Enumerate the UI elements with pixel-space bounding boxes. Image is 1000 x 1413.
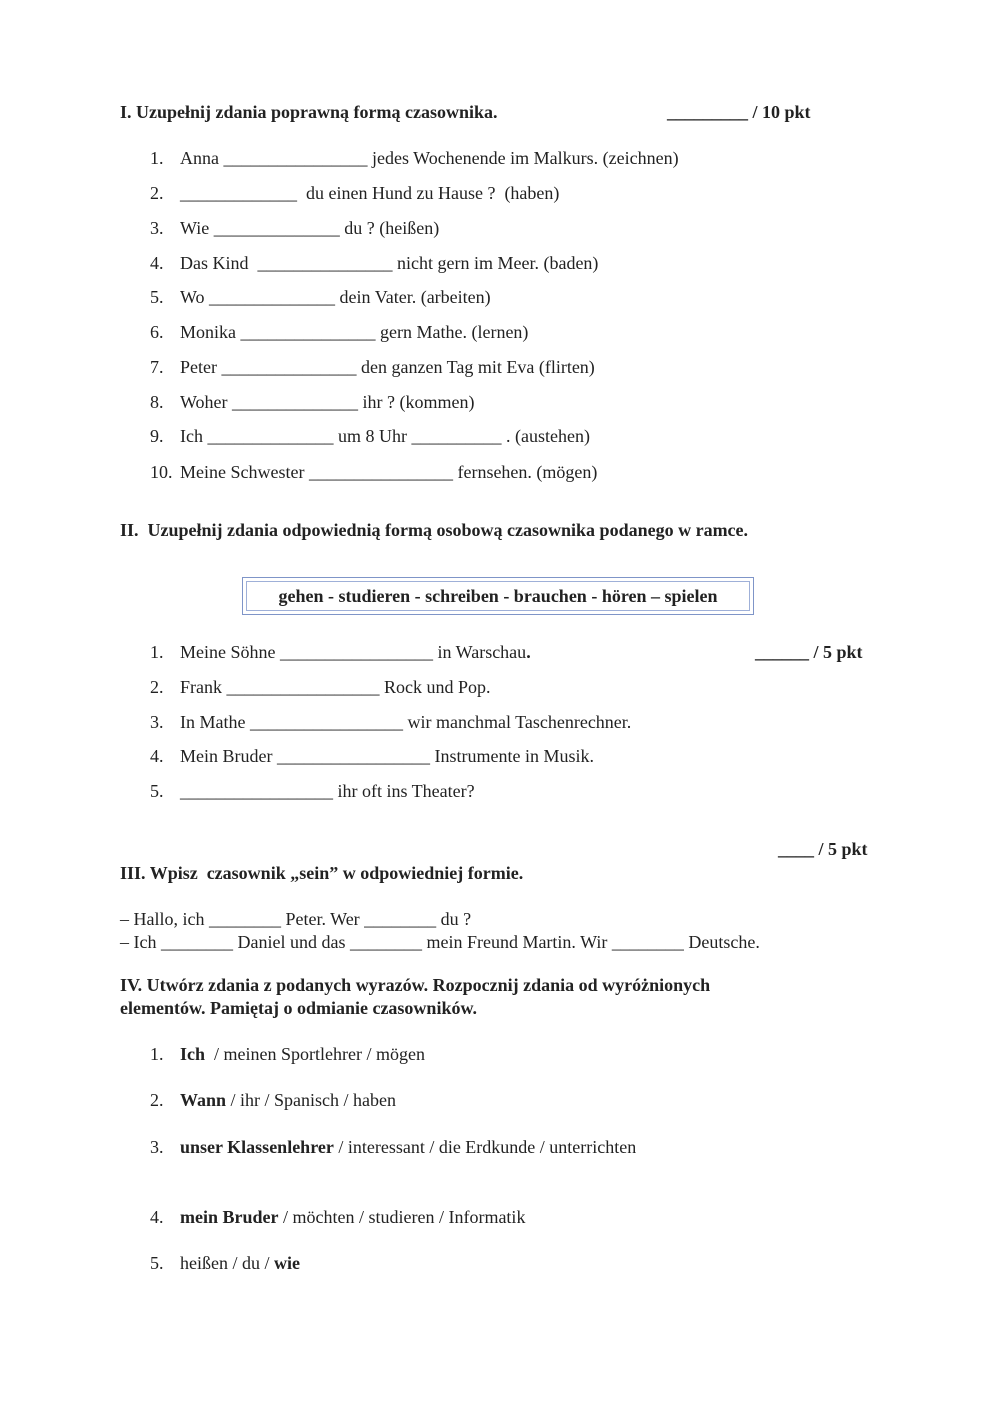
word-prompt: [180, 1089, 396, 1111]
exercise-sentence: Mein Bruder _________________ Instrumente in Musik.: [180, 746, 594, 766]
section1-score: _________ / 10 pkt: [667, 102, 811, 122]
highlighted-word: Ich: [180, 1044, 206, 1064]
exercise-sentence: [180, 641, 531, 663]
sentence-end: .: [526, 642, 531, 662]
highlighted-word: wie: [273, 1253, 300, 1273]
section4-title-line1: IV. Utwórz zdania z podanych wyrazów. Rozpocznij zdania od wyróżnionych: [120, 975, 711, 995]
exercise-sentence: Wie ______________ du ? (heißen): [180, 218, 440, 238]
exercise-sentence: Peter _______________ den ganzen Tag mit Eva (flirten): [180, 357, 595, 377]
section3-score: ____ / 5 pkt: [778, 839, 868, 859]
exercise-sentence: Anna ________________ jedes Wochenende im Malkurs. (zeichnen): [180, 148, 679, 168]
item-number: 1.: [150, 1044, 164, 1064]
exercise-sentence: _____________ du einen Hund zu Hause ? (haben): [180, 183, 560, 203]
exercise-sentence: Frank _________________ Rock und Pop.: [180, 677, 491, 697]
item-number: 4.: [150, 1207, 164, 1227]
word-prompt: [180, 1043, 425, 1065]
item-number: 9.: [150, 426, 164, 446]
item-number: 10.: [150, 462, 173, 482]
highlighted-word: mein Bruder: [180, 1207, 279, 1227]
item-number: 5.: [150, 1253, 164, 1273]
section4-title-line2: elementów. Pamiętaj o odmianie czasowników.: [120, 998, 477, 1018]
exercise-sentence: Wo ______________ dein Vater. (arbeiten): [180, 287, 491, 307]
prompt-rest: / meinen Sportlehrer / mögen: [205, 1044, 425, 1064]
item-number: 5.: [150, 781, 164, 801]
exercise-sentence: In Mathe _________________ wir manchmal Taschenrechner.: [180, 712, 632, 732]
prompt-rest: / ihr / Spanisch / haben: [226, 1090, 397, 1110]
item-number: 3.: [150, 1137, 164, 1157]
section2-score: ______ / 5 pkt: [755, 642, 863, 662]
word-box: [242, 577, 754, 615]
prompt-rest: / interessant / die Erdkunde / unterrichten: [333, 1137, 637, 1157]
word-prompt: [180, 1252, 300, 1274]
item-number: 3.: [150, 712, 164, 732]
dialogue-line: – Hallo, ich ________ Peter. Wer ________ du ?: [120, 909, 472, 929]
dialogue-line: – Ich ________ Daniel und das ________ mein Freund Martin. Wir ________ Deutsche.: [120, 932, 760, 952]
sentence-text: Meine Söhne _________________ in Warschau: [180, 642, 527, 662]
exercise-sentence: Das Kind _______________ nicht gern im Meer. (baden): [180, 253, 599, 273]
section1-title: I. Uzupełnij zdania poprawną formą czasownika.: [120, 102, 498, 122]
item-number: 7.: [150, 357, 164, 377]
section3-title: III. Wpisz czasownik „sein” w odpowiedniej formie.: [120, 863, 524, 883]
item-number: 4.: [150, 253, 164, 273]
item-number: 6.: [150, 322, 164, 342]
item-number: 8.: [150, 392, 164, 412]
item-number: 5.: [150, 287, 164, 307]
prompt-rest: / möchten / studieren / Informatik: [278, 1207, 526, 1227]
item-number: 2.: [150, 677, 164, 697]
item-number: 4.: [150, 746, 164, 766]
highlighted-word: unser Klassenlehrer: [180, 1137, 334, 1157]
item-number: 1.: [150, 148, 164, 168]
word-prompt: [180, 1136, 636, 1158]
section2-title: II. Uzupełnij zdania odpowiednią formą osobową czasownika podanego w ramce.: [120, 520, 749, 540]
exercise-sentence: Ich ______________ um 8 Uhr __________ . (austehen): [180, 426, 590, 446]
item-number: 2.: [150, 183, 164, 203]
exercise-sentence: _________________ ihr oft ins Theater?: [180, 781, 475, 801]
item-number: 2.: [150, 1090, 164, 1110]
exercise-sentence: Meine Schwester ________________ fernsehen. (mögen): [180, 462, 598, 482]
exercise-sentence: Monika _______________ gern Mathe. (lernen): [180, 322, 529, 342]
item-number: 1.: [150, 642, 164, 662]
word-box-text: gehen - studieren - schreiben - brauchen - hören – spielen: [246, 581, 750, 611]
exercise-sentence: Woher ______________ ihr ? (kommen): [180, 392, 475, 412]
word-prompt: [180, 1206, 525, 1228]
highlighted-word: Wann: [180, 1090, 227, 1110]
prompt-pre: heißen / du /: [180, 1253, 274, 1273]
item-number: 3.: [150, 218, 164, 238]
